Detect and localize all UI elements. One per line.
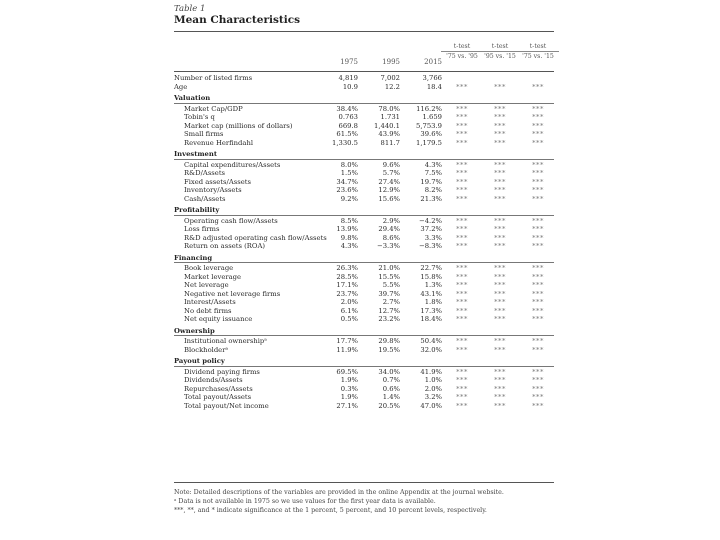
row-label: Interest/Assets: [184, 298, 236, 306]
significance-marker: ***: [456, 130, 468, 138]
cell-value: 2.9%: [382, 216, 400, 225]
cell-value: 9.2%: [340, 194, 358, 203]
table-row: [174, 281, 554, 290]
table-page: [174, 0, 554, 540]
cell-value: 1.5%: [340, 169, 358, 177]
cell-value: 1,440.1: [374, 121, 400, 130]
significance-marker: ***: [532, 169, 544, 177]
significance-marker: ***: [494, 345, 506, 354]
cell-value: 19.7%: [420, 177, 442, 186]
significance-marker: ***: [456, 177, 468, 186]
table-row: [174, 161, 554, 170]
row-label: Revenue Herfindahl: [184, 138, 254, 147]
cell-value: 23.7%: [336, 289, 358, 298]
section-title: Payout policy: [174, 357, 225, 365]
cell-value: 2.0%: [340, 298, 358, 306]
table-row: [174, 169, 554, 178]
cell-value: 5.5%: [382, 281, 400, 289]
cell-value: 7,002: [380, 74, 400, 82]
table-body: [174, 74, 554, 410]
cell-value: 17.3%: [420, 306, 442, 315]
cell-value: 11.9%: [336, 345, 358, 354]
cell-value: 43.1%: [420, 289, 442, 298]
table-row: [174, 368, 554, 377]
row-label: Total payout/Net income: [184, 401, 269, 410]
cell-value: 27.4%: [378, 177, 400, 186]
significance-marker: ***: [494, 289, 506, 298]
cell-value: 28.5%: [336, 272, 358, 281]
cell-value: 0.763: [338, 113, 358, 121]
note-line: Note: Detailed descriptions of the variables are provided in the online Appendix at the journal website.: [174, 489, 504, 496]
significance-marker: ***: [456, 186, 468, 194]
table-row: [174, 298, 554, 307]
section-heading: [174, 206, 554, 215]
significance-marker: ***: [456, 367, 468, 376]
significance-marker: ***: [532, 393, 544, 401]
cell-value: 8.2%: [424, 186, 442, 194]
cell-value: 6.1%: [340, 306, 358, 315]
table-row: [174, 225, 554, 234]
significance-marker: ***: [532, 289, 544, 298]
cell-value: 1.731: [380, 113, 400, 121]
section-rule: [174, 262, 554, 263]
cell-value: 10.9: [342, 82, 358, 91]
significance-marker: ***: [456, 272, 468, 281]
row-label: Net equity issuance: [184, 315, 253, 323]
table-row: [174, 122, 554, 131]
cell-value: 12.9%: [378, 186, 400, 194]
row-label: Book leverage: [184, 264, 234, 272]
cell-value: 8.5%: [340, 216, 358, 225]
cell-value: 12.2: [384, 82, 400, 91]
significance-marker: ***: [456, 242, 468, 250]
cell-value: 19.5%: [378, 345, 400, 354]
table-row: [174, 217, 554, 226]
row-label: Market Cap/GDP: [184, 104, 243, 113]
row-label: Small firms: [184, 130, 224, 138]
cell-value: 7.5%: [424, 169, 442, 177]
section-rule: [174, 335, 554, 336]
significance-marker: ***: [532, 384, 544, 393]
significance-marker: ***: [456, 401, 468, 410]
table-row: [174, 264, 554, 273]
cell-value: 43.9%: [378, 130, 400, 138]
table-row: [174, 178, 554, 187]
section-rule: [174, 159, 554, 160]
significance-marker: ***: [494, 384, 506, 393]
significance-marker: ***: [494, 315, 506, 323]
section-heading: [174, 94, 554, 103]
row-label: Market leverage: [184, 272, 242, 281]
cell-value: 5.7%: [382, 169, 400, 177]
significance-marker: ***: [532, 242, 544, 250]
table-row: [174, 385, 554, 394]
row-label: Inventory/Assets: [184, 186, 242, 194]
cell-value: 21.3%: [420, 194, 442, 203]
table-row: [174, 195, 554, 204]
significance-marker: ***: [456, 216, 468, 225]
row-label: Tobin's q: [184, 113, 215, 121]
cell-value: 18.4: [426, 82, 442, 91]
significance-marker: ***: [494, 376, 506, 384]
cell-value: 34.7%: [336, 177, 358, 186]
table-row: [174, 234, 554, 243]
section-heading: [174, 357, 554, 366]
table-row: [174, 337, 554, 346]
cell-value: 0.6%: [382, 384, 400, 393]
significance-marker: ***: [494, 298, 506, 306]
significance-marker: ***: [456, 298, 468, 306]
row-label: Institutional ownershipᵃ: [184, 337, 267, 345]
table-row: [174, 139, 554, 148]
significance-marker: ***: [532, 264, 544, 272]
section-heading: [174, 150, 554, 159]
cell-value: 18.4%: [420, 315, 442, 323]
row-label: Repurchases/Assets: [184, 384, 253, 393]
cell-value: 17.1%: [336, 281, 358, 289]
cell-value: 0.7%: [382, 376, 400, 384]
cell-value: 9.8%: [340, 233, 358, 242]
cell-value: 34.0%: [378, 367, 400, 376]
cell-value: 4,819: [338, 74, 358, 82]
cell-value: 3,766: [422, 74, 442, 82]
section-title: Ownership: [174, 326, 215, 335]
row-label: Total payout/Assets: [184, 393, 252, 401]
row-label: Number of listed firms: [174, 74, 253, 82]
significance-marker: ***: [494, 82, 506, 91]
significance-marker: ***: [494, 160, 506, 169]
col-header-test-2: [479, 42, 521, 61]
row-label: Loss firms: [184, 225, 220, 233]
cell-value: 1,330.5: [332, 138, 358, 147]
significance-marker: ***: [456, 315, 468, 323]
significance-marker: ***: [494, 306, 506, 315]
significance-marker: ***: [456, 345, 468, 354]
cell-value: 669.8: [338, 121, 358, 130]
table-row: [174, 402, 554, 411]
cell-value: −8.3%: [419, 242, 442, 250]
col-header-2015: 2015: [424, 58, 442, 66]
significance-marker: ***: [532, 298, 544, 306]
significance-marker: ***: [456, 194, 468, 203]
table-notes: [174, 488, 504, 515]
test-2-top: t-test: [479, 42, 521, 52]
significance-marker: ***: [532, 376, 544, 384]
table-title: Mean Characteristics: [174, 14, 301, 26]
significance-marker: ***: [494, 216, 506, 225]
cell-value: 23.2%: [378, 315, 400, 323]
significance-marker: ***: [532, 194, 544, 203]
row-label: Dividend paying firms: [184, 367, 260, 376]
cell-value: 0.5%: [340, 315, 358, 323]
cell-value: 3.2%: [424, 393, 442, 401]
significance-marker: ***: [494, 242, 506, 250]
cell-value: 1.0%: [424, 376, 442, 384]
cell-value: 27.1%: [336, 401, 358, 410]
cell-value: 811.7: [380, 138, 400, 147]
significance-marker: ***: [494, 130, 506, 138]
cell-value: 78.0%: [378, 104, 400, 113]
significance-marker: ***: [532, 272, 544, 281]
table-row: [174, 273, 554, 282]
cell-value: 22.7%: [420, 264, 442, 272]
row-label: Net leverage: [184, 281, 229, 289]
header-rule: [174, 71, 554, 72]
significance-marker: ***: [456, 169, 468, 177]
significance-marker: ***: [494, 225, 506, 233]
significance-marker: ***: [532, 306, 544, 315]
cell-value: 4.3%: [424, 160, 442, 169]
significance-marker: ***: [532, 345, 544, 354]
col-header-1975: 1975: [340, 58, 358, 66]
cell-value: 0.3%: [340, 384, 358, 393]
cell-value: 116.2%: [416, 104, 442, 113]
table-row: [174, 113, 554, 122]
significance-marker: ***: [494, 337, 506, 345]
table-row: [174, 315, 554, 324]
significance-marker: ***: [532, 337, 544, 345]
table-row: [174, 393, 554, 402]
cell-value: 2.0%: [424, 384, 442, 393]
cell-value: 1.4%: [382, 393, 400, 401]
significance-marker: ***: [532, 315, 544, 323]
significance-marker: ***: [494, 281, 506, 289]
significance-marker: ***: [456, 113, 468, 121]
significance-marker: ***: [532, 104, 544, 113]
table-row: [174, 74, 554, 83]
section-heading: [174, 254, 554, 263]
significance-marker: ***: [494, 104, 506, 113]
section-heading: [174, 327, 554, 336]
significance-marker: ***: [494, 121, 506, 130]
row-label: Fixed assets/Assets: [184, 177, 251, 186]
cell-value: 1.659: [422, 113, 442, 121]
table-row: [174, 130, 554, 139]
cell-value: 5,753.9: [416, 121, 442, 130]
significance-marker: ***: [532, 367, 544, 376]
test-3-bottom: '75 vs. '15: [522, 53, 554, 60]
significance-marker: ***: [456, 264, 468, 272]
row-label: Capital expenditures/Assets: [184, 160, 281, 169]
significance-marker: ***: [456, 337, 468, 345]
significance-marker: ***: [456, 225, 468, 233]
cell-value: 47.0%: [420, 401, 442, 410]
significance-marker: ***: [494, 138, 506, 147]
table-caption: Table 1: [174, 4, 206, 14]
significance-marker: ***: [532, 225, 544, 233]
row-label: Cash/Assets: [184, 194, 226, 203]
significance-marker: ***: [456, 104, 468, 113]
significance-marker: ***: [532, 186, 544, 194]
significance-marker: ***: [456, 138, 468, 147]
cell-value: 4.3%: [340, 242, 358, 250]
row-label: Operating cash flow/Assets: [184, 216, 278, 225]
cell-value: 29.4%: [378, 225, 400, 233]
cell-value: 1,179.5: [416, 138, 442, 147]
significance-marker: ***: [494, 186, 506, 194]
cell-value: 39.6%: [420, 130, 442, 138]
row-label: R&D/Assets: [184, 169, 226, 177]
row-label: Dividends/Assets: [184, 376, 243, 384]
cell-value: 1.3%: [424, 281, 442, 289]
top-rule: [174, 31, 554, 32]
significance-marker: ***: [456, 233, 468, 242]
significance-marker: ***: [456, 281, 468, 289]
cell-value: 50.4%: [420, 337, 442, 345]
section-title: Valuation: [174, 94, 211, 102]
cell-value: 3.3%: [424, 233, 442, 242]
cell-value: 1.8%: [424, 298, 442, 306]
test-2-bottom: '95 vs. '15: [484, 53, 516, 60]
cell-value: 21.0%: [378, 264, 400, 272]
significance-marker: ***: [456, 393, 468, 401]
cell-value: 39.7%: [378, 289, 400, 298]
table-row: [174, 290, 554, 299]
significance-marker: ***: [532, 121, 544, 130]
row-label: Market cap (millions of dollars): [184, 121, 293, 130]
cell-value: 9.6%: [382, 160, 400, 169]
significance-marker: ***: [456, 160, 468, 169]
significance-marker: ***: [494, 169, 506, 177]
cell-value: 69.5%: [336, 367, 358, 376]
significance-marker: ***: [532, 130, 544, 138]
significance-marker: ***: [456, 384, 468, 393]
table-row: [174, 186, 554, 195]
table-row: [174, 307, 554, 316]
cell-value: 37.2%: [420, 225, 442, 233]
col-header-1995: 1995: [382, 58, 400, 66]
significance-marker: ***: [532, 160, 544, 169]
row-label: Age: [174, 82, 188, 91]
bottom-rule: [174, 482, 554, 483]
row-label: Negative net leverage firms: [184, 289, 281, 298]
significance-marker: ***: [494, 393, 506, 401]
cell-value: 1.9%: [340, 393, 358, 401]
cell-value: 8.0%: [340, 160, 358, 169]
test-1-bottom: '75 vs. '95: [446, 53, 478, 60]
significance-marker: ***: [494, 113, 506, 121]
col-header-test-1: [441, 42, 483, 61]
cell-value: 23.6%: [336, 186, 358, 194]
table-row: [174, 105, 554, 114]
cell-value: 15.6%: [378, 194, 400, 203]
cell-value: 1.9%: [340, 376, 358, 384]
cell-value: 29.8%: [378, 337, 400, 345]
section-rule: [174, 215, 554, 216]
section-title: Investment: [174, 150, 217, 158]
significance-marker: ***: [532, 177, 544, 186]
cell-value: 61.5%: [336, 130, 358, 138]
section-rule: [174, 103, 554, 104]
cell-value: 38.4%: [336, 104, 358, 113]
cell-value: 20.5%: [378, 401, 400, 410]
significance-marker: ***: [456, 289, 468, 298]
significance-marker: ***: [532, 401, 544, 410]
table-row: [174, 346, 554, 355]
col-header-test-3: [517, 42, 559, 61]
test-3-top: t-test: [517, 42, 559, 52]
significance-marker: ***: [532, 233, 544, 242]
significance-marker: ***: [532, 216, 544, 225]
note-line: ᵃ Data is not available in 1975 so we use values for the first year data is available.: [174, 498, 436, 505]
section-title: Financing: [174, 253, 213, 262]
significance-marker: ***: [456, 376, 468, 384]
note-line: ***, **, and * indicate significance at the 1 percent, 5 percent, and 10 percent levels, respectively.: [174, 507, 487, 514]
significance-marker: ***: [494, 367, 506, 376]
cell-value: 15.8%: [420, 272, 442, 281]
significance-marker: ***: [494, 264, 506, 272]
row-label: No debt firms: [184, 306, 232, 315]
cell-value: −4.2%: [419, 216, 442, 225]
significance-marker: ***: [456, 306, 468, 315]
significance-marker: ***: [494, 272, 506, 281]
table-row: [174, 376, 554, 385]
cell-value: 32.0%: [420, 345, 442, 354]
significance-marker: ***: [532, 138, 544, 147]
significance-marker: ***: [532, 82, 544, 91]
cell-value: 41.9%: [420, 367, 442, 376]
significance-marker: ***: [494, 233, 506, 242]
row-label: R&D adjusted operating cash flow/Assets: [184, 233, 327, 242]
significance-marker: ***: [456, 82, 468, 91]
test-1-top: t-test: [441, 42, 483, 52]
cell-value: 8.6%: [382, 233, 400, 242]
row-label: Return on assets (ROA): [184, 242, 265, 250]
table-row: [174, 83, 554, 92]
cell-value: −3.3%: [377, 242, 400, 250]
row-label: Blockholderᵃ: [184, 345, 229, 354]
cell-value: 2.7%: [382, 298, 400, 306]
significance-marker: ***: [532, 113, 544, 121]
significance-marker: ***: [494, 177, 506, 186]
table-row: [174, 242, 554, 251]
significance-marker: ***: [532, 281, 544, 289]
cell-value: 13.9%: [336, 225, 358, 233]
section-rule: [174, 366, 554, 367]
significance-marker: ***: [456, 121, 468, 130]
cell-value: 17.7%: [336, 337, 358, 345]
significance-marker: ***: [494, 401, 506, 410]
cell-value: 26.3%: [336, 264, 358, 272]
cell-value: 15.5%: [378, 272, 400, 281]
section-title: Profitability: [174, 206, 220, 214]
significance-marker: ***: [494, 194, 506, 203]
cell-value: 12.7%: [378, 306, 400, 315]
